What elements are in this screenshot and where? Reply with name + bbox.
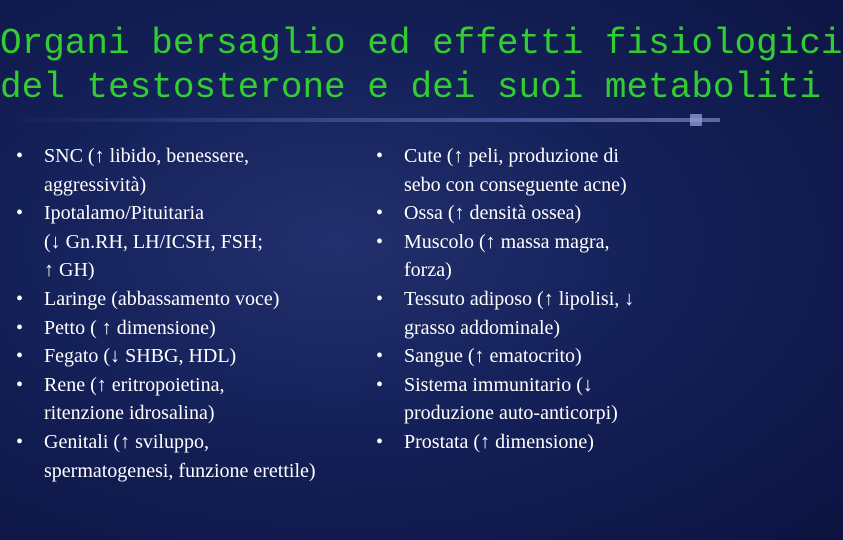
left-bullet-text-line: SNC (↑ libido, benessere, (44, 145, 249, 167)
right-bullet-text-line: Tessuto adiposo (↑ lipolisi, ↓ (404, 287, 635, 310)
bullet-marker: • (376, 373, 384, 396)
bullet-marker: • (16, 316, 24, 339)
bullet-marker: • (16, 145, 24, 167)
bullet-marker: • (16, 345, 24, 368)
right-bullet-item (374, 371, 714, 428)
bullet-marker: • (376, 345, 384, 368)
right-bullet-text-line: sebo con conseguente acne) (404, 173, 627, 196)
right-bullet-text-line: forza) (404, 259, 452, 282)
bullet-marker: • (376, 287, 384, 310)
left-bullet-item (14, 199, 394, 285)
bullet-marker: • (16, 373, 24, 396)
bullet-marker: • (376, 430, 384, 453)
left-bullet-item (14, 371, 394, 428)
right-bullet-list (374, 142, 714, 457)
right-bullet-text-line: Prostata (↑ dimensione) (404, 430, 594, 453)
right-bullet-text-line: produzione auto-anticorpi) (404, 402, 618, 425)
right-bullet-item (374, 199, 714, 228)
bullet-marker: • (16, 287, 24, 310)
right-bullet-item (374, 142, 714, 199)
decorative-square (690, 114, 702, 126)
bullet-marker: • (376, 230, 384, 253)
bullet-marker: • (376, 145, 384, 167)
left-bullet-text-line: Genitali (↑ sviluppo, (44, 430, 209, 453)
bullet-marker: • (16, 202, 24, 225)
right-bullet-item (374, 428, 714, 457)
right-bullet-text-line: Ossa (↑ densità ossea) (404, 202, 582, 225)
left-bullet-text-line: Laringe (abbassamento voce) (44, 287, 280, 310)
left-bullet-text-line: Petto ( ↑ dimensione) (44, 316, 216, 339)
slide-title (0, 22, 843, 110)
right-bullet-text-line: Cute (↑ peli, produzione di (404, 145, 619, 167)
right-bullet-text-line: grasso addominale) (404, 316, 561, 339)
left-bullet-text-line: Fegato (↓ SHBG, HDL) (44, 345, 237, 368)
decorative-rule (0, 118, 720, 122)
bullet-marker: • (376, 202, 384, 225)
left-bullet-text-line: spermatogenesi, funzione erettile) (44, 459, 316, 482)
left-bullet-item (14, 342, 394, 371)
left-bullet-text-line: aggressività) (44, 173, 147, 196)
slide-title-line-1: Organi bersaglio ed effetti fisiologici (0, 23, 843, 64)
right-bullet-item (374, 342, 714, 371)
right-bullet-item (374, 285, 714, 342)
left-bullet-text-line: ↑ GH) (44, 259, 95, 282)
left-bullet-list (14, 142, 394, 485)
left-bullet-text-line: ritenzione idrosalina) (44, 402, 215, 425)
left-bullet-text-line: Rene (↑ eritropoietina, (44, 373, 225, 396)
left-bullet-item (14, 428, 394, 485)
left-bullet-item (14, 142, 394, 199)
right-bullet-text-line: Muscolo (↑ massa magra, (404, 230, 610, 253)
left-bullet-item (14, 314, 394, 343)
right-bullet-item (374, 228, 714, 285)
slide-title-line-2: del testosterone e dei suoi metaboliti (0, 67, 821, 108)
right-bullet-text-line: Sistema immunitario (↓ (404, 373, 593, 396)
bullet-marker: • (16, 430, 24, 453)
left-bullet-text-line: (↓ Gn.RH, LH/ICSH, FSH; (44, 230, 263, 253)
left-bullet-text-line: Ipotalamo/Pituitaria (44, 202, 204, 225)
right-bullet-text-line: Sangue (↑ ematocrito) (404, 345, 582, 368)
left-bullet-item (14, 285, 394, 314)
